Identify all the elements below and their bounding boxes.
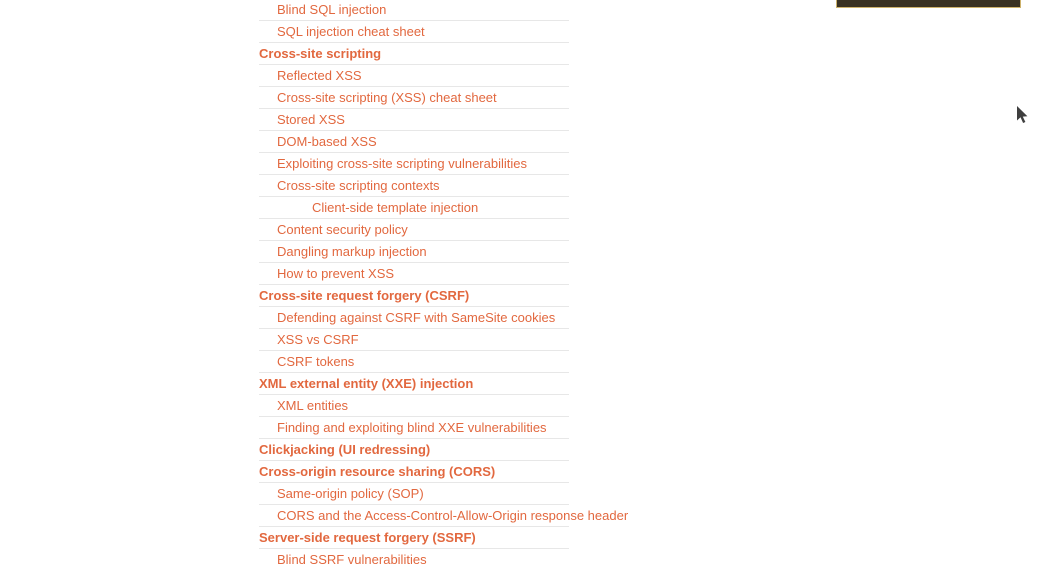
nav-link[interactable]	[259, 175, 569, 197]
nav-link-label: XSS vs CSRF	[277, 332, 359, 347]
nav-link-label: CORS and the Access-Control-Allow-Origin response header	[277, 508, 629, 523]
nav-link[interactable]	[259, 263, 569, 285]
nav-section-header[interactable]	[259, 461, 569, 483]
nav-link[interactable]	[259, 241, 569, 263]
nav-link[interactable]	[259, 549, 569, 567]
nav-link[interactable]	[259, 65, 569, 87]
nav-link-label: SQL injection cheat sheet	[277, 24, 425, 39]
nav-link-label: Content security policy	[277, 222, 408, 237]
nav-link[interactable]	[259, 329, 569, 351]
nav-link[interactable]	[259, 109, 569, 131]
nav-link-label: Exploiting cross-site scripting vulnerabilities	[277, 156, 527, 171]
nav-link[interactable]	[259, 153, 569, 175]
nav-link-label: Clickjacking (UI redressing)	[259, 442, 431, 457]
nav-link-label: Server-side request forgery (SSRF)	[259, 530, 476, 545]
nav-link[interactable]	[259, 483, 569, 505]
nav-link-label: Cross-origin resource sharing (CORS)	[259, 464, 496, 479]
nav-section-header[interactable]	[259, 373, 569, 395]
nav-link-label: XML external entity (XXE) injection	[259, 376, 474, 391]
nav-link[interactable]	[259, 197, 569, 219]
nav-link[interactable]	[259, 21, 569, 43]
nav-link-label: Cross-site scripting (XSS) cheat sheet	[277, 90, 497, 105]
nav-link-label: Client-side template injection	[312, 200, 479, 215]
nav-link-label: Blind SSRF vulnerabilities	[277, 552, 427, 567]
nav-link-label: Finding and exploiting blind XXE vulnerabilities	[277, 420, 547, 435]
nav-link-label: Stored XSS	[277, 112, 345, 127]
nav-link-label: DOM-based XSS	[277, 134, 377, 149]
nav-link-label: XML entities	[277, 398, 349, 413]
nav-link[interactable]	[259, 219, 569, 241]
nav-section-header[interactable]	[259, 527, 569, 549]
nav-link-label: Cross-site scripting	[259, 46, 382, 61]
partial-tooltip-fragment[interactable]	[836, 0, 1021, 8]
nav-link[interactable]	[259, 417, 569, 439]
nav-link-label: Reflected XSS	[277, 68, 362, 83]
nav-link[interactable]	[259, 87, 569, 109]
nav-link-label: How to prevent XSS	[277, 266, 395, 281]
nav-link[interactable]	[259, 505, 629, 527]
nav-link[interactable]	[259, 351, 569, 373]
nav-link-label: Dangling markup injection	[277, 244, 427, 259]
nav-section-header[interactable]	[259, 439, 569, 461]
nav-link-label: Defending against CSRF with SameSite cookies	[277, 310, 556, 325]
nav-link-label: CSRF tokens	[277, 354, 355, 369]
nav-link[interactable]	[259, 395, 569, 417]
nav-link-label: Cross-site request forgery (CSRF)	[259, 288, 470, 303]
nav-section-header[interactable]	[259, 43, 569, 65]
nav-section-header[interactable]	[259, 285, 569, 307]
nav-link[interactable]	[259, 307, 569, 329]
nav-link[interactable]	[259, 131, 569, 153]
nav-link-label: Blind SQL injection	[277, 2, 387, 17]
nav-link-label: Cross-site scripting contexts	[277, 178, 440, 193]
topics-list	[259, 0, 629, 567]
nav-link-label: Same-origin policy (SOP)	[277, 486, 424, 501]
mouse-cursor-icon	[1017, 106, 1029, 124]
nav-link[interactable]	[259, 0, 569, 21]
